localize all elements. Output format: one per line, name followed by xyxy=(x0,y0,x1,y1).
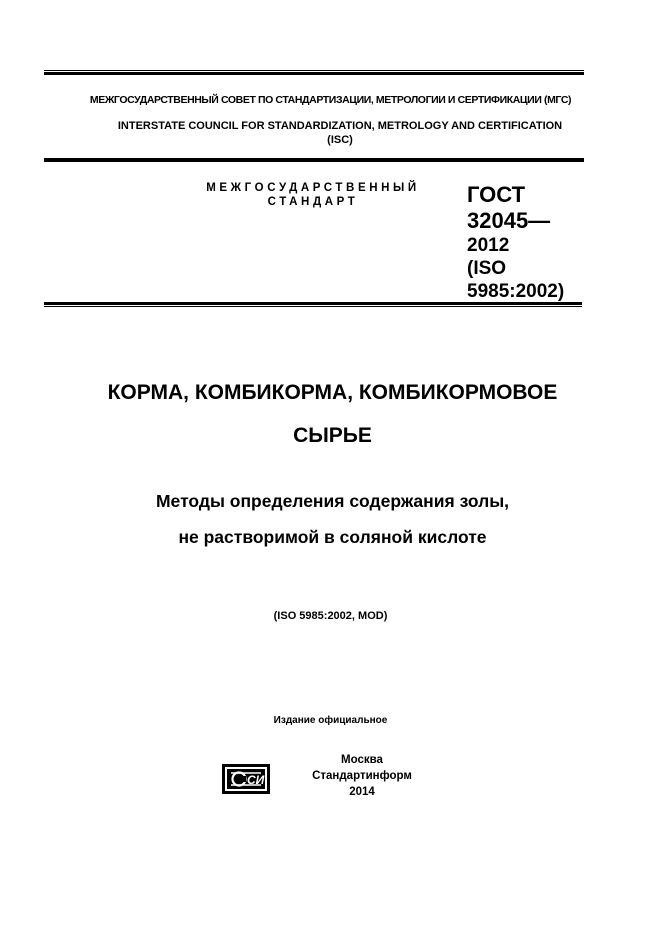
publisher-city: Москва xyxy=(341,754,383,766)
header-divider xyxy=(44,158,584,162)
top-rule-thick xyxy=(44,72,584,75)
gost-iso-line2: 5985:2002) xyxy=(467,281,565,302)
top-rule-thin xyxy=(44,70,584,71)
publisher-info xyxy=(282,752,442,800)
document-title xyxy=(40,371,625,457)
publisher-name: Стандартинформ xyxy=(312,770,412,782)
document-subtitle-line2: не растворимой в соляной кислоте xyxy=(178,527,487,547)
gost-designation xyxy=(467,182,587,303)
council-name-ru: МЕЖГОСУДАРСТВЕННЫЙ СОВЕТ ПО СТАНДАРТИЗАЦИИ, МЕТРОЛОГИИ И СЕРТИФИКАЦИИ (МГС) xyxy=(89,94,572,106)
publisher-year: 2014 xyxy=(349,786,375,798)
standard-kind xyxy=(188,181,438,209)
document-subtitle xyxy=(40,483,625,555)
gost-year: 2012 xyxy=(467,235,510,256)
standartinform-logo-icon xyxy=(222,764,270,794)
council-name-en-line1: INTERSTATE COUNCIL FOR STANDARDIZATION, METROLOGY AND CERTIFICATION xyxy=(117,120,563,132)
designation-rule-thin xyxy=(44,306,582,307)
standard-kind-line1: МЕЖГОСУДАРСТВЕННЫЙ xyxy=(206,182,420,194)
document-title-line2: СЫРЬЕ xyxy=(293,424,372,447)
standard-kind-line2: СТАНДАРТ xyxy=(267,196,359,208)
gost-iso-line1: (ISO xyxy=(467,258,507,279)
iso-reference: (ISO 5985:2002, MOD) xyxy=(273,610,388,622)
designation-rule-thick xyxy=(44,302,582,305)
gost-label: ГОСТ xyxy=(467,182,526,207)
gost-number: 32045— xyxy=(467,208,551,233)
document-subtitle-line1: Методы определения содержания золы, xyxy=(155,491,510,511)
council-name-en xyxy=(60,119,620,147)
logo-text: СИ xyxy=(247,773,265,787)
document-title-line1: КОРМА, КОМБИКОРМА, КОМБИКОРМОВОЕ xyxy=(107,381,558,404)
edition-note: Издание официальное xyxy=(273,715,388,726)
council-name-en-line2: (ISC) xyxy=(327,134,353,146)
